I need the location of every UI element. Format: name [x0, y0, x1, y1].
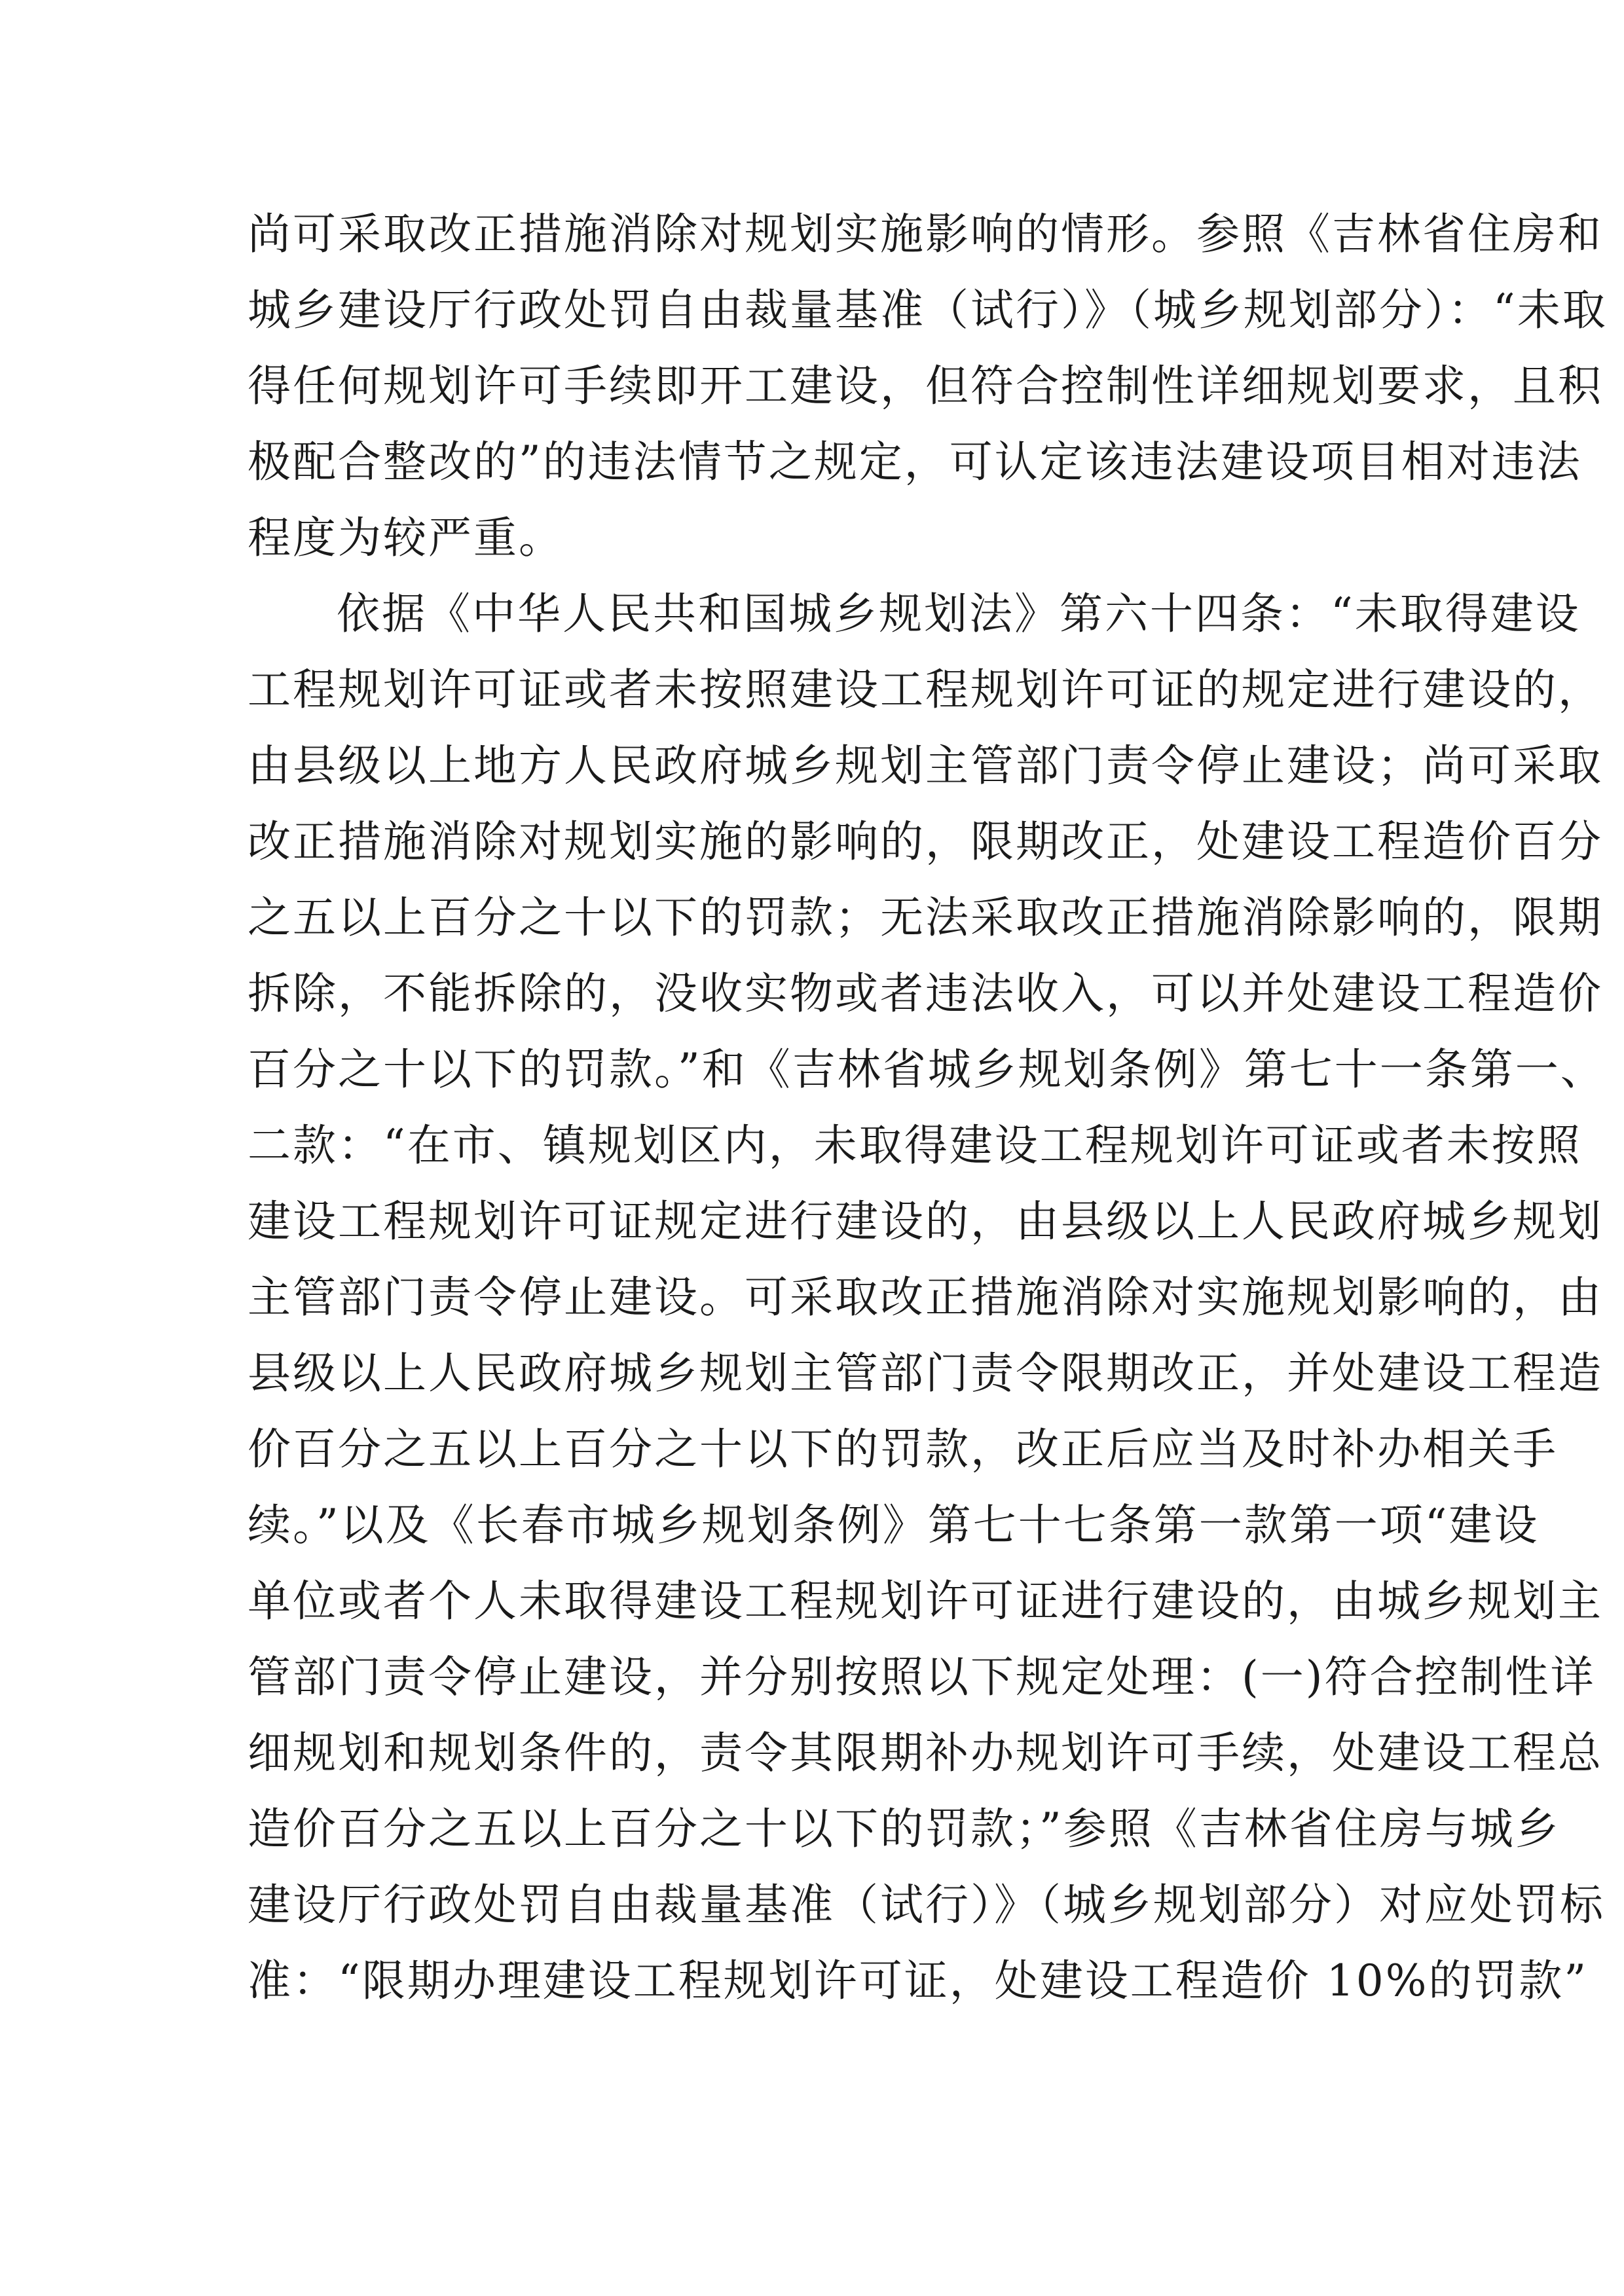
text-line: 极配合整改的”的违法情节之规定，可认定该违法建设项目相对违法 — [248, 437, 1582, 487]
text-line: 造价百分之五以上百分之十以下的罚款；”参照《吉林省住房与城乡 — [248, 1804, 1560, 1854]
text-line: 城乡建设厅行政处罚自由裁量基准（试行）》（城乡规划部分）：“未取 — [248, 285, 1608, 335]
text-line: 县级以上人民政府城乡规划主管部门责令限期改正，并处建设工程造 — [248, 1348, 1603, 1398]
text-line: 得任何规划许可手续即开工建设，但符合控制性详细规划要求，且积 — [248, 361, 1603, 411]
text-line: 工程规划许可证或者未按照建设工程规划许可证的规定进行建设的， — [248, 665, 1603, 715]
paragraph-1 — [248, 196, 1608, 576]
text-line: 价百分之五以上百分之十以下的罚款，改正后应当及时补办相关手 — [248, 1424, 1558, 1474]
text-line: 之五以上百分之十以下的罚款；无法采取改正措施消除影响的，限期 — [248, 892, 1603, 943]
text-line: 尚可采取改正措施消除对规划实施影响的情形。参照《吉林省住房和 — [248, 209, 1603, 259]
text-line: 细规划和规划条件的，责令其限期补办规划许可手续，处建设工程总 — [248, 1728, 1603, 1778]
text-line: 改正措施消除对规划实施的影响的，限期改正，处建设工程造价百分 — [248, 816, 1603, 867]
text-line: 二款：“在市、镇规划区内，未取得建设工程规划许可证或者未按照 — [248, 1120, 1582, 1171]
document-body — [248, 196, 1608, 2019]
text-line: 拆除，不能拆除的，没收实物或者违法收入，可以并处建设工程造价 — [248, 968, 1603, 1019]
text-line: 单位或者个人未取得建设工程规划许可证进行建设的，由城乡规划主 — [248, 1576, 1603, 1626]
paragraph-2 — [248, 576, 1606, 2019]
text-line: 建设厅行政处罚自由裁量基准（试行）》（城乡规划部分）对应处罚标 — [248, 1880, 1605, 1930]
text-line: 续。”以及《长春市城乡规划条例》第七十七条第一款第一项“建设 — [248, 1500, 1540, 1550]
text-line: 依据《中华人民共和国城乡规划法》第六十四条：“未取得建设 — [337, 589, 1581, 639]
text-line: 建设工程规划许可证规定进行建设的，由县级以上人民政府城乡规划 — [248, 1196, 1603, 1247]
text-line: 百分之十以下的罚款。”和《吉林省城乡规划条例》第七十一条第一、 — [248, 1044, 1606, 1095]
text-line: 管部门责令停止建设，并分别按照以下规定处理：(一)符合控制性详 — [248, 1652, 1596, 1702]
text-line: 主管部门责令停止建设。可采取改正措施消除对实施规划影响的，由 — [248, 1272, 1603, 1322]
text-line: 由县级以上地方人民政府城乡规划主管部门责令停止建设；尚可采取 — [248, 740, 1603, 791]
text-line: 准：“限期办理建设工程规划许可证，处建设工程造价 10%的罚款” — [248, 1956, 1589, 2006]
text-line: 程度为较严重。 — [248, 513, 564, 563]
